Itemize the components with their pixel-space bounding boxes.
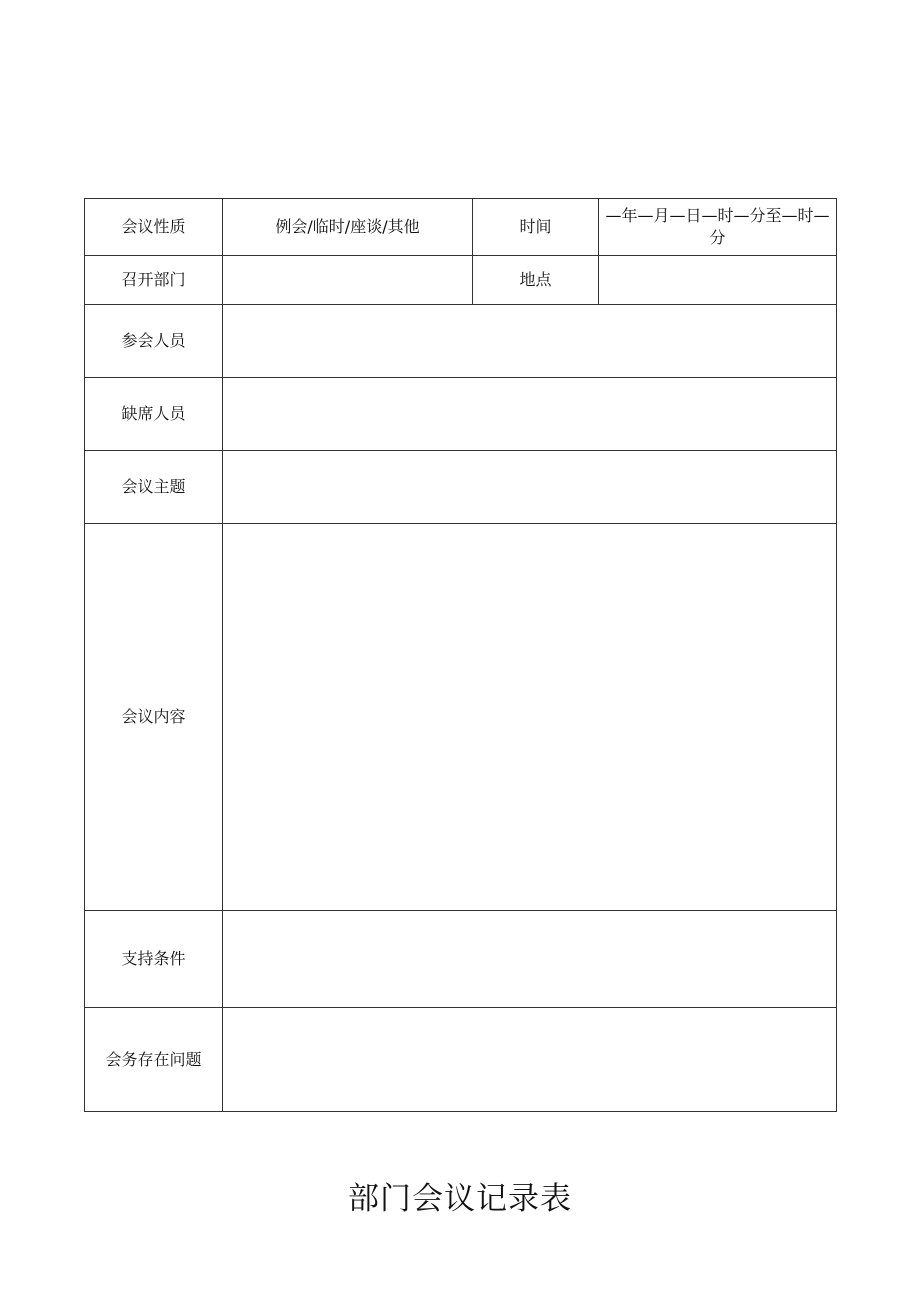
row-attendees — [85, 305, 837, 378]
meeting-record-table — [84, 198, 837, 1112]
nature-label: 会议性质 — [85, 199, 223, 256]
time-value[interactable]: —年—月—日—时—分至—时—分 — [599, 199, 837, 256]
location-label: 地点 — [473, 256, 599, 305]
nature-options[interactable]: 例会/临时/座谈/其他 — [223, 199, 473, 256]
row-nature-time — [85, 199, 837, 256]
content-label: 会议内容 — [85, 524, 223, 911]
row-absentees — [85, 378, 837, 451]
absentees-field[interactable] — [223, 378, 837, 451]
row-issues — [85, 1008, 837, 1112]
support-label: 支持条件 — [85, 911, 223, 1008]
department-field[interactable] — [223, 256, 473, 305]
time-label: 时间 — [473, 199, 599, 256]
row-topic — [85, 451, 837, 524]
content-field[interactable] — [223, 524, 837, 911]
absentees-label: 缺席人员 — [85, 378, 223, 451]
attendees-label: 参会人员 — [85, 305, 223, 378]
issues-label: 会务存在问题 — [85, 1008, 223, 1112]
row-content — [85, 524, 837, 911]
row-support — [85, 911, 837, 1008]
topic-label: 会议主题 — [85, 451, 223, 524]
location-field[interactable] — [599, 256, 837, 305]
attendees-field[interactable] — [223, 305, 837, 378]
department-label: 召开部门 — [85, 256, 223, 305]
document-title: 部门会议记录表 — [348, 1181, 572, 1217]
row-department-location — [85, 256, 837, 305]
support-field[interactable] — [223, 911, 837, 1008]
issues-field[interactable] — [223, 1008, 837, 1112]
topic-field[interactable] — [223, 451, 837, 524]
